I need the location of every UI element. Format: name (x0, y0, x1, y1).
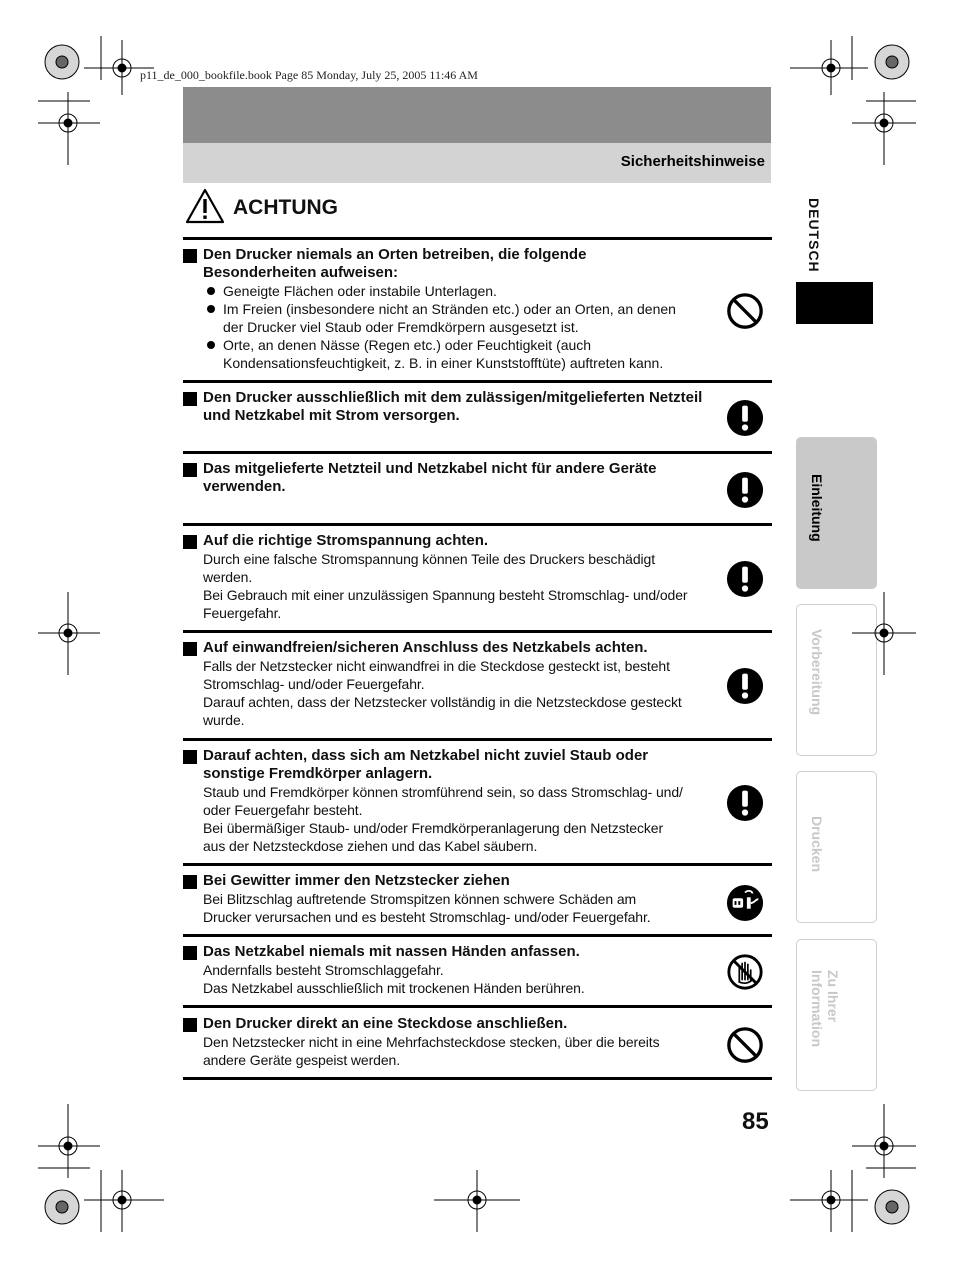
page-number: 85 (742, 1108, 769, 1135)
section-body: Staub und Fremdkörper können stromführend sein, so dass Stromschlag- und/ oder Feuergefahr besteht. (203, 784, 683, 818)
section-heading: Den Drucker niemals an Orten betreiben, die folgende Besonderheiten aufweisen: (203, 246, 587, 281)
section-body: Den Netzstecker nicht in eine Mehrfachsteckdose stecken, über die bereits andere Geräte gespeist werden. (203, 1034, 660, 1068)
section-heading: Darauf achten, dass sich am Netzkabel nicht zuviel Staub oder sonstige Fremdkörper anlagern. (203, 747, 649, 782)
section-body: Darauf achten, dass der Netzstecker vollständig in die Netzsteckdose gesteckt wurde. (203, 694, 682, 728)
list-item: Orte, an denen Nässe (Regen etc.) oder Feuchtigkeit (auch Kondensationsfeuchtigkeit, z. B. in einer Kunststofftüte) auftreten kann. (203, 336, 688, 372)
section-body: Bei Blitzschlag auftretende Stromspitzen können schwere Schäden am Drucker verursachen und es besteht Stromschlag- und/oder Feuergefahr. (203, 891, 651, 925)
section-heading: Den Drucker direkt an eine Steckdose anschließen. (203, 1015, 568, 1032)
section-body: Falls der Netzstecker nicht einwandfrei in die Steckdose gesteckt ist, besteht Stromschlag- und/oder Feuergefahr. (203, 658, 670, 692)
section-body: Andernfalls besteht Stromschlaggefahr. (203, 962, 444, 978)
section-heading: Das mitgelieferte Netzteil und Netzkabel nicht für andere Geräte verwenden. (203, 460, 657, 495)
section-title: Sicherheitshinweise (620, 153, 765, 170)
list-item: Im Freien (insbesondere nicht an Stränden etc.) oder an Orten, an denen der Drucker viel Staub oder Fremdkörpern ausgesetzt ist. (203, 300, 688, 336)
section-heading: Auf die richtige Stromspannung achten. (203, 532, 489, 549)
section-body: Durch eine falsche Stromspannung können Teile des Druckers beschädigt werden. (203, 551, 655, 585)
section-heading: Den Drucker ausschließlich mit dem zulässigen/mitgelieferten Netzteil und Netzkabel mit Strom versorgen. (203, 389, 703, 424)
section-body: Bei übermäßiger Staub- und/oder Fremdkörperanlagerung den Netzstecker aus der Netzsteckdose ziehen und das Kabel säubern. (203, 820, 664, 854)
list-item: Geneigte Flächen oder instabile Unterlagen. (203, 282, 688, 300)
print-file-info: p11_de_000_bookfile.book Page 85 Monday, July 25, 2005 11:46 AM (140, 68, 478, 82)
tab-label: Einleitung (809, 474, 825, 542)
language-label: DEUTSCH (806, 198, 822, 273)
tab-label: Vorbereitung (809, 629, 825, 716)
tab-label: Drucken (809, 816, 825, 873)
section-body: Das Netzkabel ausschließlich mit trockenen Händen berühren. (203, 980, 585, 996)
section-heading: Das Netzkabel niemals mit nassen Händen anfassen. (203, 943, 580, 960)
caution-label: ACHTUNG (233, 196, 338, 219)
section-heading: Bei Gewitter immer den Netzstecker ziehen (203, 872, 510, 889)
tab-label: Zu Ihrer Information (809, 970, 841, 1047)
section-body: Bei Gebrauch mit einer unzulässigen Spannung besteht Stromschlag- und/oder Feuergefahr. (203, 587, 688, 621)
section-heading: Auf einwandfreien/sicheren Anschluss des Netzkabels achten. (203, 639, 648, 656)
